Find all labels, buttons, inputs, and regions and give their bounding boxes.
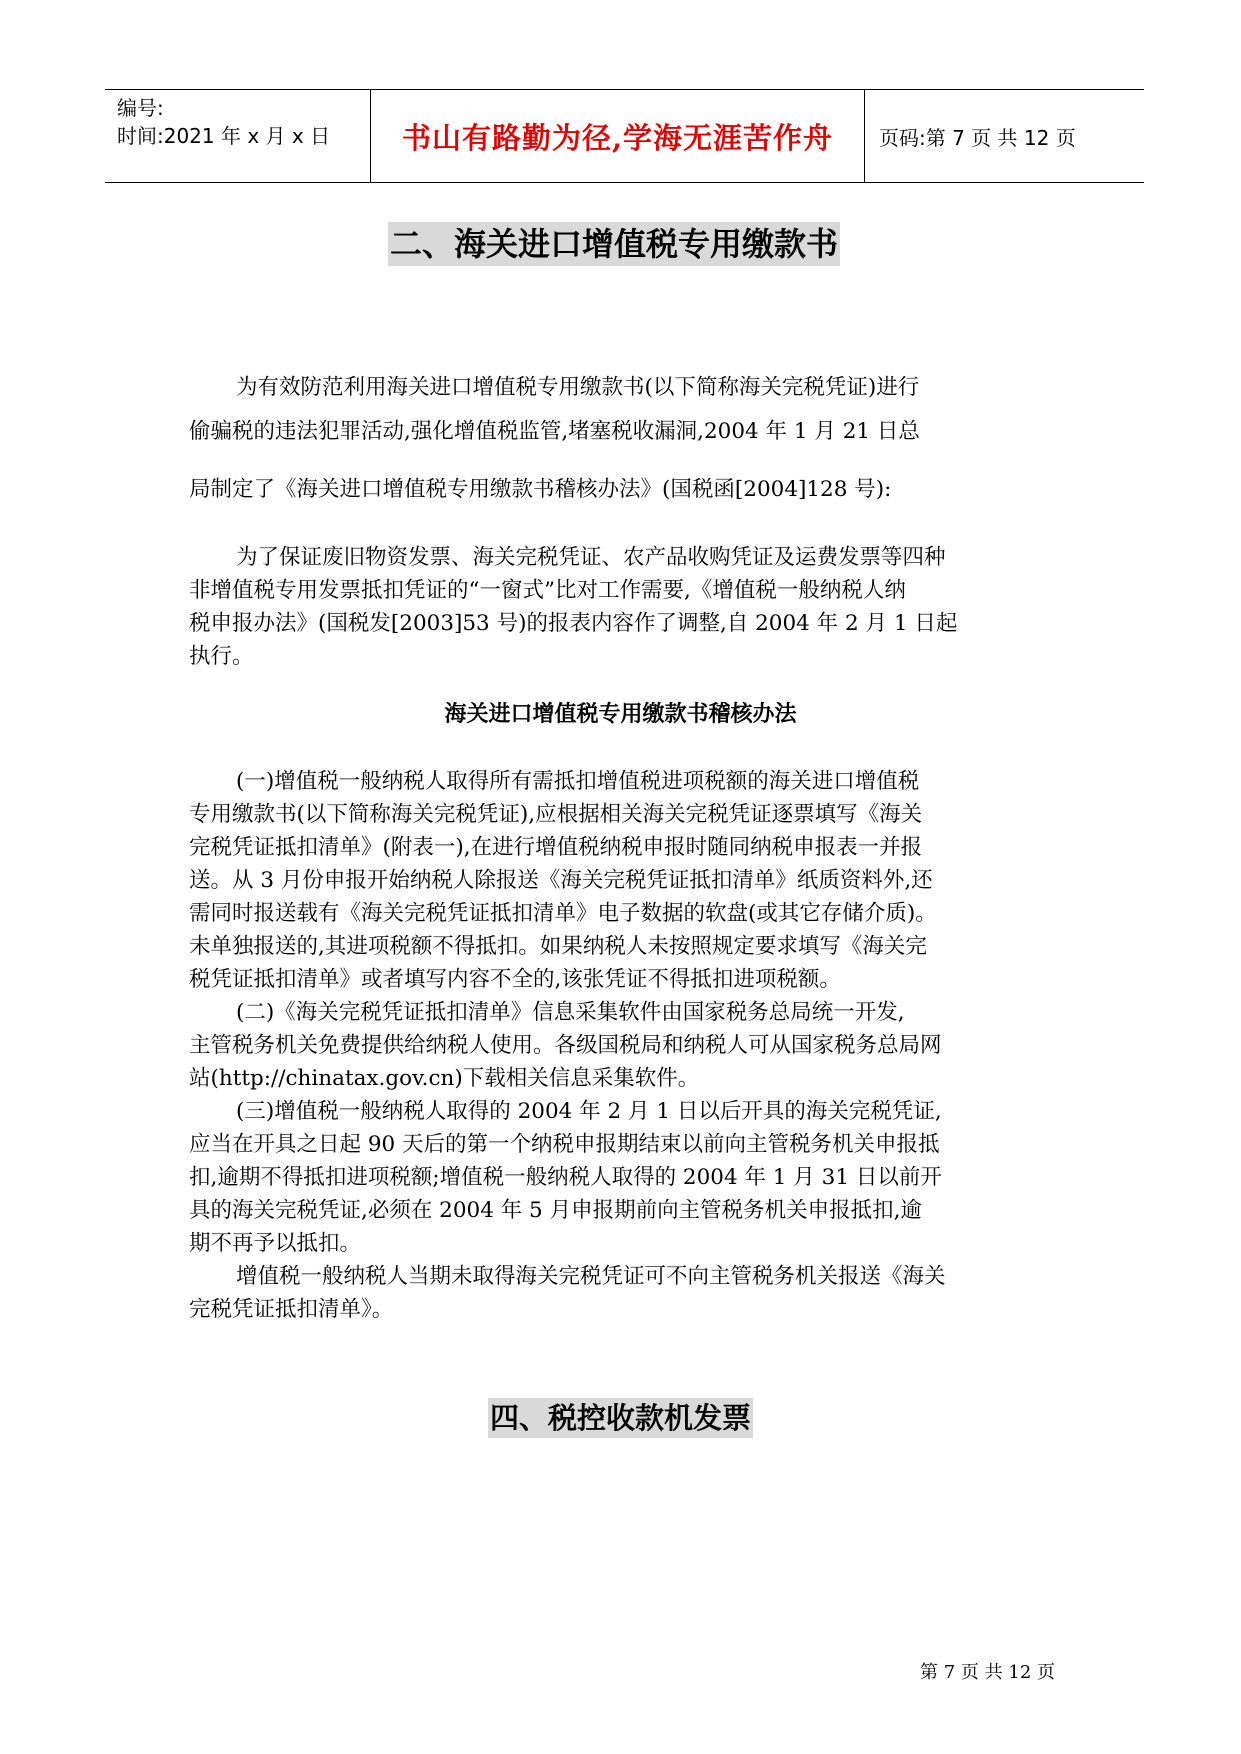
- text-line: 专用缴款书(以下简称海关完税凭证),应根据相关海关完税凭证逐票填写《海关: [189, 802, 923, 827]
- text-line: 送。从 3 月份申报开始纳税人除报送《海关完税凭证抵扣清单》纸质资料外,还: [189, 868, 933, 893]
- header-motto: 书山有路勤为径,学海无涯苦作舟: [371, 90, 865, 182]
- text-line: 税申报办法》(国税发[2003]53 号)的报表内容作了调整,自 2004 年 2 月 1 日起: [189, 611, 958, 636]
- text-line: 为有效防范利用海关进口增值税专用缴款书(以下简称海关完税凭证)进行: [236, 375, 920, 400]
- text-line: 期不再予以抵扣。: [189, 1231, 362, 1256]
- text-line: 为了保证废旧物资发票、海关完税凭证、农产品收购凭证及运费发票等四种: [236, 545, 946, 570]
- text-line: 执行。: [189, 644, 254, 669]
- text-line: 偷骗税的违法犯罪活动,强化增值税监管,堵塞税收漏洞,2004 年 1 月 21 日总: [189, 419, 920, 444]
- text-line: 未单独报送的,其进项税额不得抵扣。如果纳税人未按照规定要求填写《海关完: [189, 934, 927, 959]
- section-title-customs-vat: 二、海关进口增值税专用缴款书: [388, 222, 840, 266]
- header-meta-cell: [105, 90, 371, 182]
- sub-heading-audit-method: 海关进口增值税专用缴款书稽核办法: [444, 702, 797, 727]
- adjustment-paragraph: [189, 541, 1059, 673]
- page-footer: 第 7 页 共 12 页: [920, 1662, 1055, 1683]
- text-line: (一)增值税一般纳税人取得所有需抵扣增值税进项税额的海关进口增值税: [236, 769, 920, 794]
- text-line: 增值税一般纳税人当期未取得海关完税凭证可不向主管税务机关报送《海关: [236, 1264, 946, 1289]
- text-line: 非增值税专用发票抵扣凭证的“一窗式”比对工作需要,《增值税一般纳税人纳: [189, 578, 906, 603]
- text-line: (二)《海关完税凭证抵扣清单》信息采集软件由国家税务总局统一开发,: [236, 1000, 905, 1025]
- page-header: [105, 89, 1144, 183]
- text-line: 应当在开具之日起 90 天后的第一个纳税申报期结束以前向主管税务机关申报抵: [189, 1132, 940, 1157]
- text-line: 主管税务机关免费提供给纳税人使用。各级国税局和纳税人可从国家税务总局网: [189, 1033, 942, 1058]
- text-line: 完税凭证抵扣清单》。: [189, 1297, 394, 1322]
- document-number-label: 编号:: [117, 96, 164, 120]
- text-line: 需同时报送载有《海关完税凭证抵扣清单》电子数据的软盘(或其它存储介质)。: [189, 901, 937, 926]
- intro-paragraph: [189, 368, 1059, 510]
- section-title-tax-register: 四、税控收款机发票: [488, 1398, 753, 1438]
- text-line: 完税凭证抵扣清单》(附表一),在进行增值税纳税申报时随同纳税申报表一并报: [189, 835, 923, 860]
- text-line: 站(http://chinatax.gov.cn)下载相关信息采集软件。: [189, 1066, 700, 1091]
- text-line: 扣,逾期不得抵扣进项税额;增值税一般纳税人取得的 2004 年 1 月 31 日以前开: [189, 1165, 942, 1190]
- text-line: 税凭证抵扣清单》或者填写内容不全的,该张凭证不得抵扣进项税额。: [189, 967, 841, 992]
- text-line: 局制定了《海关进口增值税专用缴款书稽核办法》(国税函[2004]128 号):: [189, 477, 892, 502]
- clauses-body: [189, 765, 1059, 1326]
- text-line: (三)增值税一般纳税人取得的 2004 年 2 月 1 日以后开具的海关完税凭证,: [236, 1099, 942, 1124]
- document-time-label: 时间:2021 年 x 月 x 日: [117, 124, 331, 148]
- header-page-code: 页码:第 7 页 共 12 页: [879, 125, 1076, 150]
- text-line: 具的海关完税凭证,必须在 2004 年 5 月申报期前向主管税务机关申报抵扣,逾: [189, 1198, 922, 1223]
